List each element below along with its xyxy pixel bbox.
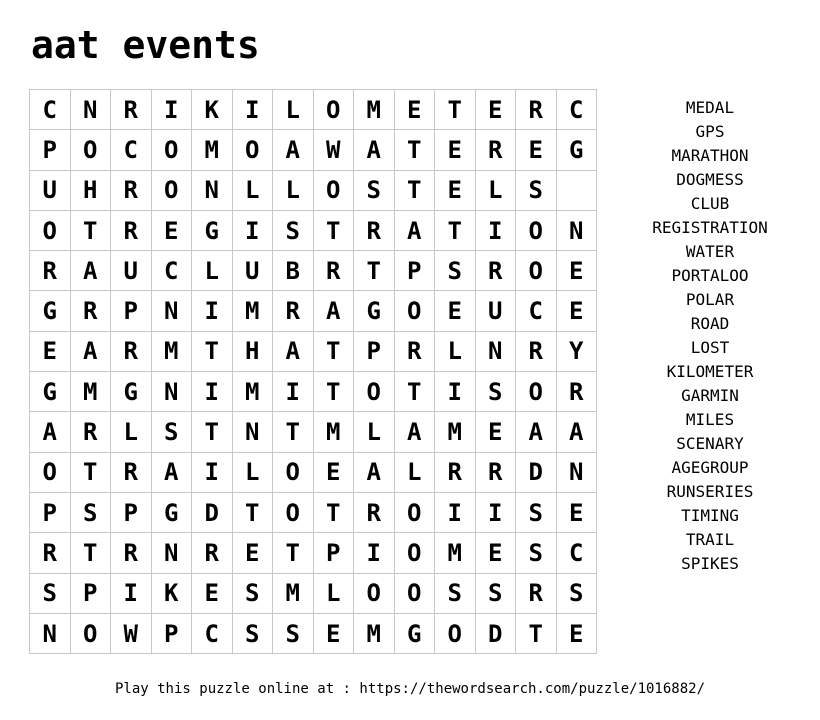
grid-cell: L bbox=[111, 412, 152, 452]
grid-cell: G bbox=[30, 291, 71, 331]
word-list-item: MEDAL bbox=[685, 98, 735, 117]
word-list-item: ROAD bbox=[690, 314, 730, 333]
grid-cell: I bbox=[192, 291, 233, 331]
grid-cell: O bbox=[394, 291, 435, 331]
grid-cell: D bbox=[192, 492, 233, 532]
grid-cell: T bbox=[394, 372, 435, 412]
grid-cell: A bbox=[273, 130, 314, 170]
grid-cell: O bbox=[151, 170, 192, 210]
grid-cell: K bbox=[192, 90, 233, 130]
grid-cell: L bbox=[394, 452, 435, 492]
puzzle-title: aat events bbox=[31, 23, 260, 67]
grid-cell: O bbox=[354, 372, 395, 412]
grid-cell: A bbox=[354, 130, 395, 170]
grid-cell: T bbox=[313, 372, 354, 412]
grid-cell: A bbox=[70, 251, 111, 291]
grid-cell: O bbox=[394, 533, 435, 573]
grid-cell: R bbox=[111, 331, 152, 371]
grid-cell: E bbox=[394, 90, 435, 130]
grid-cell: U bbox=[30, 170, 71, 210]
grid-cell: S bbox=[516, 492, 557, 532]
grid-cell: E bbox=[30, 331, 71, 371]
grid-cell: D bbox=[475, 613, 516, 653]
grid-cell: N bbox=[151, 291, 192, 331]
grid-cell: S bbox=[273, 613, 314, 653]
grid-cell: A bbox=[394, 412, 435, 452]
grid-cell: T bbox=[313, 331, 354, 371]
grid-cell: O bbox=[313, 90, 354, 130]
grid-cell: O bbox=[354, 573, 395, 613]
grid-cell: R bbox=[70, 291, 111, 331]
grid-cell: S bbox=[556, 573, 597, 613]
grid-cell: R bbox=[475, 130, 516, 170]
grid-cell: S bbox=[435, 251, 476, 291]
word-list-item: RUNSERIES bbox=[666, 482, 754, 501]
grid-cell: O bbox=[30, 452, 71, 492]
grid-cell: L bbox=[354, 412, 395, 452]
grid-cell: S bbox=[30, 573, 71, 613]
grid-cell: P bbox=[354, 331, 395, 371]
grid-cell: N bbox=[70, 90, 111, 130]
grid-cell: C bbox=[556, 533, 597, 573]
grid-cell: N bbox=[232, 412, 273, 452]
word-list-item: TIMING bbox=[681, 506, 739, 525]
grid-cell: R bbox=[30, 251, 71, 291]
grid-cell: T bbox=[192, 412, 233, 452]
grid-row bbox=[30, 613, 597, 653]
grid-cell: A bbox=[151, 452, 192, 492]
grid-cell: T bbox=[70, 210, 111, 250]
grid-cell: M bbox=[313, 412, 354, 452]
grid-cell: E bbox=[435, 291, 476, 331]
grid-cell: R bbox=[516, 573, 557, 613]
word-list-item: LOST bbox=[690, 338, 730, 357]
grid-cell: E bbox=[475, 412, 516, 452]
grid-cell: L bbox=[232, 452, 273, 492]
grid-cell: R bbox=[273, 291, 314, 331]
grid-cell: O bbox=[30, 210, 71, 250]
grid-cell: T bbox=[313, 210, 354, 250]
grid-cell: O bbox=[273, 452, 314, 492]
grid-cell: E bbox=[556, 291, 597, 331]
grid-row bbox=[30, 452, 597, 492]
grid-cell: L bbox=[192, 251, 233, 291]
grid-cell: N bbox=[556, 452, 597, 492]
grid-cell: E bbox=[313, 452, 354, 492]
grid-cell: O bbox=[394, 492, 435, 532]
grid-cell: G bbox=[151, 492, 192, 532]
grid-cell: G bbox=[556, 130, 597, 170]
grid-cell: S bbox=[232, 613, 273, 653]
grid-cell: T bbox=[435, 210, 476, 250]
grid-cell: T bbox=[313, 492, 354, 532]
grid-row bbox=[30, 412, 597, 452]
grid-cell: C bbox=[516, 291, 557, 331]
grid-cell: E bbox=[151, 210, 192, 250]
grid-cell: T bbox=[273, 533, 314, 573]
grid-cell: H bbox=[232, 331, 273, 371]
grid-cell: P bbox=[313, 533, 354, 573]
grid-cell: I bbox=[475, 492, 516, 532]
grid-cell: G bbox=[394, 613, 435, 653]
word-list-item: POLAR bbox=[685, 290, 735, 309]
grid-cell: R bbox=[475, 251, 516, 291]
grid-row bbox=[30, 533, 597, 573]
grid-cell: A bbox=[273, 331, 314, 371]
grid-cell: P bbox=[111, 291, 152, 331]
grid-cell: S bbox=[151, 412, 192, 452]
grid-cell: O bbox=[313, 170, 354, 210]
grid-cell: G bbox=[30, 372, 71, 412]
grid-cell: T bbox=[516, 613, 557, 653]
word-list-item: MARATHON bbox=[671, 146, 749, 165]
word-list-item: MILES bbox=[685, 410, 735, 429]
grid-cell: N bbox=[192, 170, 233, 210]
grid-cell: W bbox=[313, 130, 354, 170]
grid-cell: A bbox=[354, 452, 395, 492]
grid-cell: U bbox=[232, 251, 273, 291]
grid-cell: T bbox=[232, 492, 273, 532]
grid-cell: M bbox=[354, 613, 395, 653]
letter-grid bbox=[29, 89, 597, 654]
grid-cell: P bbox=[30, 492, 71, 532]
grid-cell: N bbox=[475, 331, 516, 371]
word-list-item: TRAIL bbox=[685, 530, 735, 549]
grid-cell: S bbox=[273, 210, 314, 250]
grid-cell: E bbox=[435, 170, 476, 210]
grid-cell: C bbox=[30, 90, 71, 130]
grid-cell: L bbox=[435, 331, 476, 371]
grid-cell: R bbox=[111, 452, 152, 492]
grid-cell: E bbox=[556, 251, 597, 291]
grid-cell: P bbox=[30, 130, 71, 170]
grid-cell: L bbox=[475, 170, 516, 210]
grid-cell: H bbox=[70, 170, 111, 210]
word-list-item: DOGMESS bbox=[676, 170, 744, 189]
grid-cell: L bbox=[232, 170, 273, 210]
grid-cell: T bbox=[394, 130, 435, 170]
grid-cell: P bbox=[111, 492, 152, 532]
word-list-item: WATER bbox=[685, 242, 735, 261]
grid-cell: N bbox=[151, 372, 192, 412]
grid-row bbox=[30, 291, 597, 331]
grid-cell: N bbox=[151, 533, 192, 573]
grid-cell: T bbox=[435, 90, 476, 130]
grid-cell: P bbox=[151, 613, 192, 653]
grid-row bbox=[30, 251, 597, 291]
grid-cell: C bbox=[151, 251, 192, 291]
word-list-item: GPS bbox=[695, 122, 725, 141]
word-list-item: GARMIN bbox=[681, 386, 739, 405]
grid-cell: T bbox=[70, 452, 111, 492]
grid-cell: S bbox=[516, 170, 557, 210]
grid-cell: R bbox=[556, 372, 597, 412]
grid-row bbox=[30, 90, 597, 130]
grid-cell: W bbox=[111, 613, 152, 653]
grid-cell: O bbox=[516, 372, 557, 412]
grid-cell: A bbox=[394, 210, 435, 250]
grid-cell: S bbox=[354, 170, 395, 210]
grid-cell: A bbox=[70, 331, 111, 371]
grid-cell: S bbox=[475, 372, 516, 412]
grid-cell: M bbox=[435, 533, 476, 573]
grid-cell: R bbox=[70, 412, 111, 452]
grid-cell bbox=[556, 170, 597, 210]
word-list-item: SPIKES bbox=[681, 554, 739, 573]
grid-cell: S bbox=[70, 492, 111, 532]
grid-cell: M bbox=[151, 331, 192, 371]
grid-row bbox=[30, 372, 597, 412]
grid-cell: M bbox=[232, 291, 273, 331]
grid-cell: L bbox=[273, 170, 314, 210]
grid-cell: M bbox=[192, 130, 233, 170]
grid-cell: R bbox=[435, 452, 476, 492]
grid-cell: R bbox=[111, 210, 152, 250]
word-list-item: KILOMETER bbox=[666, 362, 754, 381]
grid-cell: T bbox=[192, 331, 233, 371]
grid-cell: U bbox=[111, 251, 152, 291]
grid-cell: R bbox=[111, 533, 152, 573]
grid-cell: O bbox=[394, 573, 435, 613]
grid-cell: S bbox=[516, 533, 557, 573]
grid-cell: I bbox=[273, 372, 314, 412]
grid-cell: G bbox=[111, 372, 152, 412]
grid-row bbox=[30, 130, 597, 170]
grid-row bbox=[30, 210, 597, 250]
grid-cell: I bbox=[151, 90, 192, 130]
grid-cell: R bbox=[192, 533, 233, 573]
grid-cell: I bbox=[192, 452, 233, 492]
grid-cell: E bbox=[232, 533, 273, 573]
word-list bbox=[640, 96, 780, 576]
grid-cell: N bbox=[556, 210, 597, 250]
word-list-item: SCENARY bbox=[676, 434, 744, 453]
grid-cell: E bbox=[475, 90, 516, 130]
grid-cell: Y bbox=[556, 331, 597, 371]
grid-cell: R bbox=[394, 331, 435, 371]
grid-cell: M bbox=[435, 412, 476, 452]
grid-cell: T bbox=[354, 251, 395, 291]
grid-cell: T bbox=[70, 533, 111, 573]
grid-cell: R bbox=[354, 210, 395, 250]
grid-cell: K bbox=[151, 573, 192, 613]
grid-cell: C bbox=[192, 613, 233, 653]
grid-cell: O bbox=[435, 613, 476, 653]
grid-cell: E bbox=[313, 613, 354, 653]
grid-cell: S bbox=[232, 573, 273, 613]
grid-cell: P bbox=[70, 573, 111, 613]
grid-cell: I bbox=[435, 372, 476, 412]
grid-cell: M bbox=[273, 573, 314, 613]
grid-cell: E bbox=[516, 130, 557, 170]
grid-cell: R bbox=[30, 533, 71, 573]
grid-cell: T bbox=[394, 170, 435, 210]
grid-cell: A bbox=[30, 412, 71, 452]
grid-row bbox=[30, 170, 597, 210]
grid-cell: E bbox=[192, 573, 233, 613]
grid-cell: R bbox=[111, 90, 152, 130]
grid-cell: B bbox=[273, 251, 314, 291]
grid-cell: E bbox=[475, 533, 516, 573]
grid-cell: M bbox=[232, 372, 273, 412]
grid-cell: D bbox=[516, 452, 557, 492]
grid-cell: I bbox=[475, 210, 516, 250]
grid-cell: E bbox=[556, 613, 597, 653]
word-list-item: AGEGROUP bbox=[671, 458, 749, 477]
grid-cell: L bbox=[273, 90, 314, 130]
grid-cell: R bbox=[516, 90, 557, 130]
grid-cell: A bbox=[313, 291, 354, 331]
grid-row bbox=[30, 492, 597, 532]
grid-cell: O bbox=[516, 251, 557, 291]
grid-cell: O bbox=[151, 130, 192, 170]
grid-row bbox=[30, 331, 597, 371]
grid-cell: R bbox=[111, 170, 152, 210]
grid-cell: R bbox=[475, 452, 516, 492]
word-list-item: REGISTRATION bbox=[652, 218, 768, 237]
grid-cell: I bbox=[232, 90, 273, 130]
grid-cell: R bbox=[354, 492, 395, 532]
grid-cell: C bbox=[111, 130, 152, 170]
footer-link-text: Play this puzzle online at : https://thewordsearch.com/puzzle/1016882/ bbox=[114, 681, 705, 697]
grid-cell: I bbox=[111, 573, 152, 613]
grid-cell: O bbox=[70, 130, 111, 170]
grid-cell: O bbox=[70, 613, 111, 653]
grid-cell: T bbox=[273, 412, 314, 452]
grid-cell: E bbox=[556, 492, 597, 532]
grid-cell: G bbox=[354, 291, 395, 331]
grid-cell: I bbox=[435, 492, 476, 532]
grid-cell: I bbox=[232, 210, 273, 250]
grid-cell: A bbox=[516, 412, 557, 452]
grid-cell: G bbox=[192, 210, 233, 250]
grid-cell: S bbox=[475, 573, 516, 613]
grid-cell: N bbox=[30, 613, 71, 653]
grid-cell: P bbox=[394, 251, 435, 291]
grid-cell: A bbox=[556, 412, 597, 452]
word-list-item: PORTALOO bbox=[671, 266, 749, 285]
grid-cell: O bbox=[232, 130, 273, 170]
grid-cell: I bbox=[192, 372, 233, 412]
grid-cell: I bbox=[354, 533, 395, 573]
word-list-item: CLUB bbox=[690, 194, 730, 213]
grid-cell: O bbox=[516, 210, 557, 250]
grid-cell: U bbox=[475, 291, 516, 331]
grid-cell: L bbox=[313, 573, 354, 613]
grid-cell: R bbox=[516, 331, 557, 371]
grid-cell: S bbox=[435, 573, 476, 613]
grid-cell: M bbox=[70, 372, 111, 412]
grid-cell: R bbox=[313, 251, 354, 291]
grid-cell: C bbox=[556, 90, 597, 130]
grid-cell: M bbox=[354, 90, 395, 130]
grid-row bbox=[30, 573, 597, 613]
grid-cell: E bbox=[435, 130, 476, 170]
grid-cell: O bbox=[273, 492, 314, 532]
